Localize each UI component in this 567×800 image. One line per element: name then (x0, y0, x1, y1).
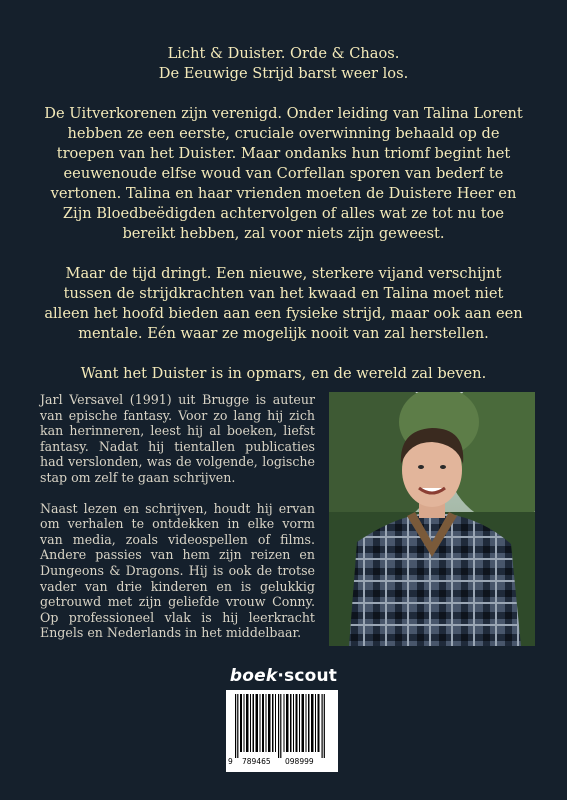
barcode-group-2: 098999 (285, 757, 314, 766)
author-bio-paragraph-1: Jarl Versavel (1991) uit Brugge is auteur van epische fantasy. Voor zo lang hij zich kan herinneren, leest hij al boeken, liefst fantasy. Nadat hij tientallen publicaties had verslonden, was de volgende, logische stap om zelf te gaan schrijven. (40, 392, 315, 485)
isbn-barcode (226, 690, 338, 772)
barcode-group-1: 789465 (242, 757, 271, 766)
barcode-digits (226, 757, 338, 769)
tagline-line-2: De Eeuwige Strijd barst weer los. (158, 65, 409, 82)
author-bio (40, 392, 315, 656)
publisher-logo-dot: · (277, 666, 285, 686)
author-bio-paragraph-2: Naast lezen en schrijven, houdt hij ervan om verhalen te ontdekken in elke vorm van media, zoals videospellen of films. Andere passies van hem zijn reizen en Dungeons & Dragons. Hij is ook de trotse vader van drie kinderen en is gelukkig getrouwd met zijn geliefde vrouw Conny. Op professioneel vlak is hij leerkracht Engels en Nederlands in het middelbaar. (40, 500, 315, 641)
blurb-closing-line: Want het Duister is in opmars, en de wereld zal beven. (80, 365, 487, 382)
tagline (40, 44, 527, 84)
blurb-paragraph-2: Maar de tijd dringt. Een nieuwe, sterkere vijand verschijnt tussen de strijdkrachten van het kwaad en Talina moet niet alleen het hoofd bieden aan een fysieke strijd, maar ook aan een mentale. Eén waar ze mogelijk nooit van zal herstellen. (44, 265, 523, 342)
publisher-logo (0, 666, 567, 686)
barcode-digit-lead: 9 (228, 757, 233, 766)
author-portrait-image (329, 392, 535, 646)
author-photo (329, 392, 535, 646)
tagline-line-1: Licht & Duister. Orde & Chaos. (167, 45, 400, 62)
publisher-logo-boek: boek (229, 666, 278, 686)
back-cover-blurb (40, 44, 527, 404)
publisher-logo-scout: scout (284, 666, 338, 686)
barcode-bars (226, 690, 338, 758)
blurb-paragraph-1: De Uitverkorenen zijn verenigd. Onder leiding van Talina Lorent hebben ze een eerste, cruciale overwinning behaald op de troepen van het Duister. Maar ondanks hun triomf begint het eeuwenoude elfse woud van Corfellan sporen van bederf te vertonen. Talina en haar vrienden moeten de Duistere Heer en Zijn Bloedbeëdigden achtervolgen of alles wat ze tot nu toe bereikt hebben, zal voor niets zijn geweest. (44, 105, 523, 242)
